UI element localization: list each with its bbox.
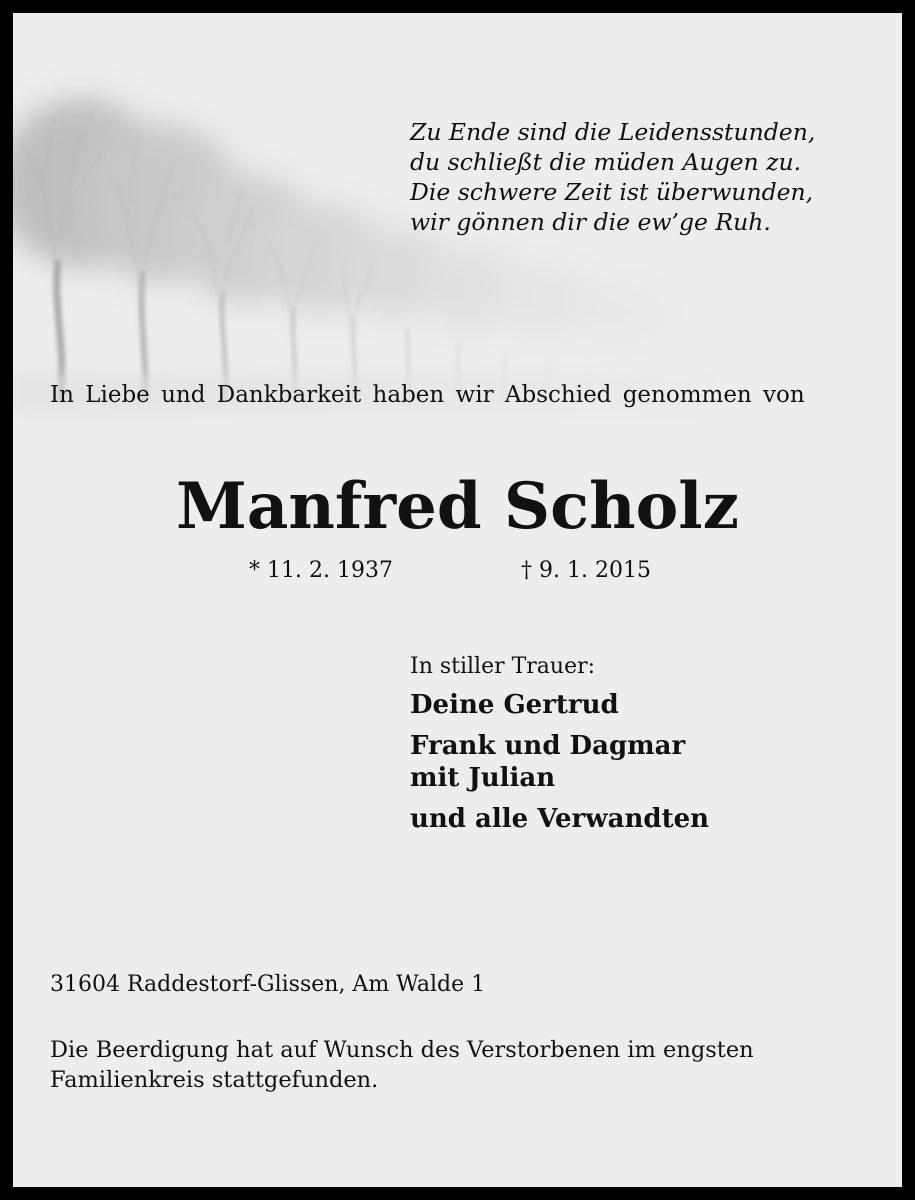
mourner-line: mit Julian [410, 763, 556, 793]
mourners-list [410, 689, 709, 844]
poem-line: Die schwere Zeit ist überwunden, [410, 178, 814, 206]
mourner-entry: und alle Verwandten [410, 804, 710, 834]
death-date: † 9. 1. 2015 [521, 558, 651, 583]
misty-trees-image [13, 13, 902, 493]
memorial-poem [410, 117, 815, 237]
mourning-label: In stiller Trauer: [410, 654, 596, 679]
poem-line: wir gönnen dir die ew’ge Ruh. [410, 208, 771, 236]
mourner-entry [410, 730, 709, 794]
family-address: 31604 Raddestorf-Glissen, Am Walde 1 [50, 972, 486, 997]
farewell-intro: In Liebe und Dankbarkeit haben wir Abschied genommen von [50, 382, 805, 408]
poem-line: Zu Ende sind die Leidensstunden, [410, 118, 816, 146]
mourner-entry: Deine Gertrud [410, 690, 619, 720]
poem-line: du schließt die müden Augen zu. [410, 148, 802, 176]
deceased-name: Manfred Scholz [176, 469, 739, 544]
birth-date: * 11. 2. 1937 [249, 558, 393, 583]
funeral-note: Die Beerdigung hat auf Wunsch des Verstorbenen im engsten Familienkreis stattgefunden. [50, 1037, 754, 1093]
mourner-line: Frank und Dagmar [410, 731, 686, 761]
